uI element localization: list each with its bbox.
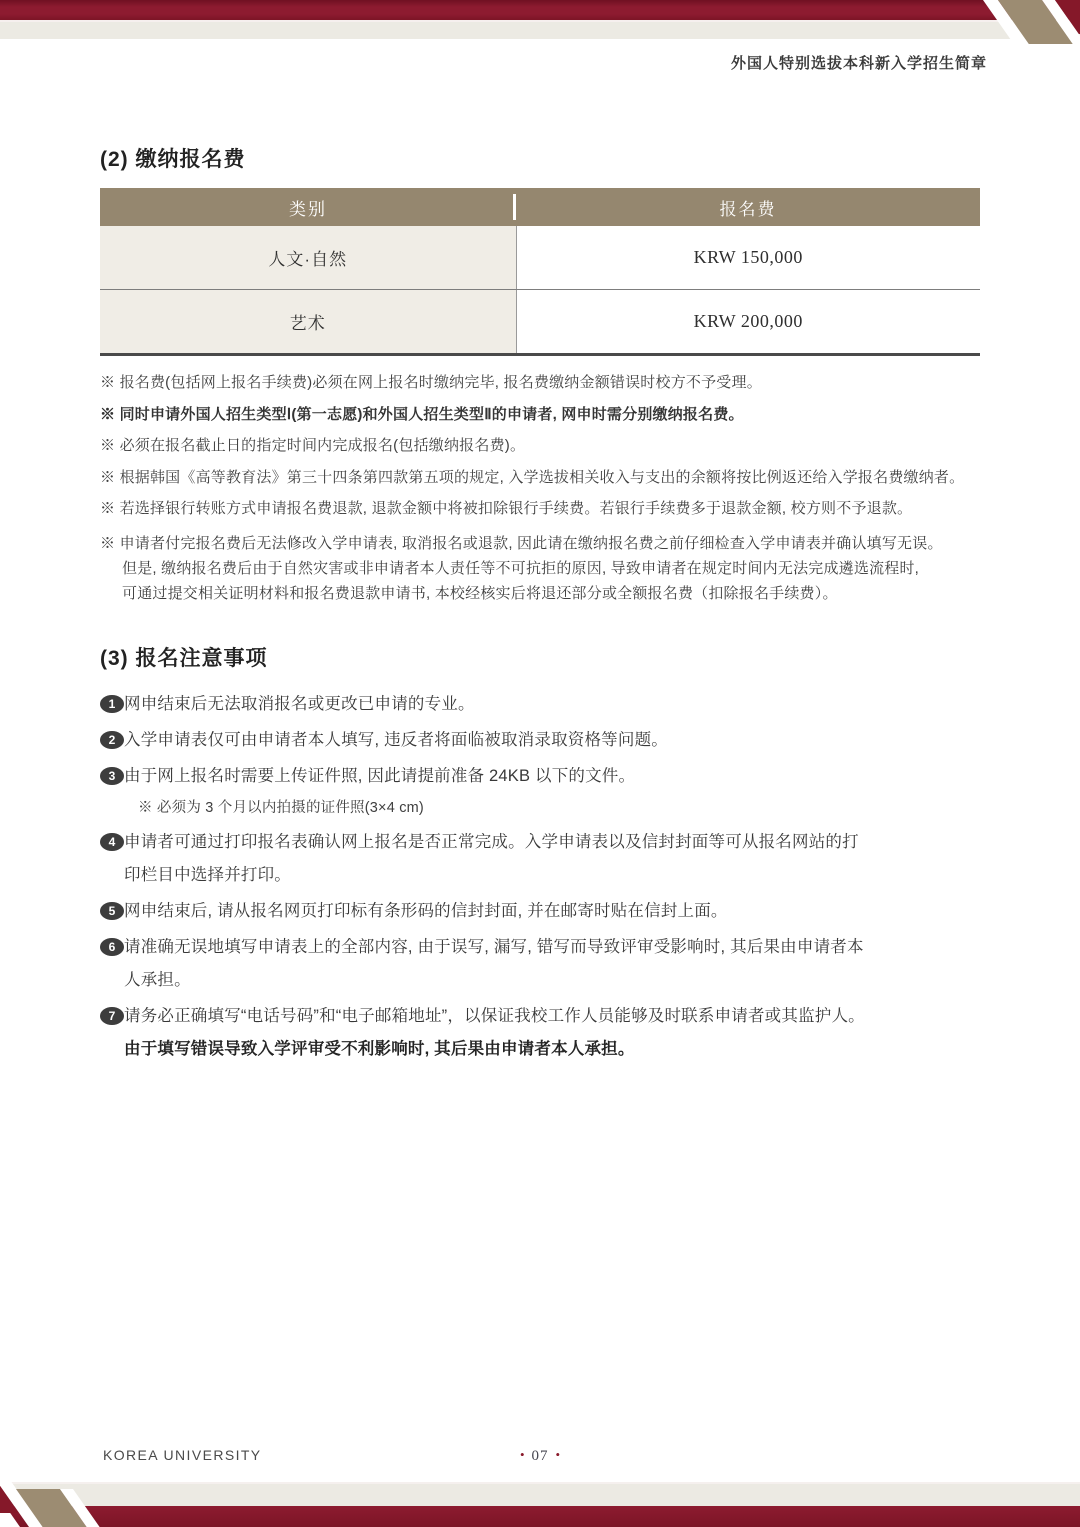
- list-item: 2 入学申请表仅可由申请者本人填写, 违反者将面临被取消录取资格等问题。: [100, 724, 980, 757]
- fee-table-header-category: 类别: [100, 188, 516, 226]
- footer-brand: KOREA UNIVERSITY: [103, 1447, 262, 1463]
- top-gray-band: [0, 22, 1080, 39]
- item-number-badge: 5: [100, 902, 124, 920]
- fee-note: ※ 根据韩国《高等教育法》第三十四条第四款第五项的规定, 入学选拔相关收入与支出的余额将按比例返还给入学报名费缴纳者。: [100, 468, 965, 486]
- fee-table-header-row: [100, 188, 980, 226]
- fee-notes: [100, 373, 980, 606]
- fee-cell: KRW 150,000: [516, 226, 980, 290]
- photo-requirement-note: ※ 必须为 3 个月以内拍摄的证件照(3×4 cm): [138, 799, 424, 816]
- notice-section-title: (3) 报名注意事项: [100, 646, 268, 670]
- main-content: [100, 143, 980, 1069]
- fee-note: ※ 同时申请外国人招生类型Ⅰ(第一志愿)和外国人招生类型Ⅱ的申请者, 网申时需分别缴纳报名费。: [100, 405, 744, 423]
- list-item: 6 请准确无误地填写申请表上的全部内容, 由于误写, 漏写, 错写而导致评审受影响时, 其后果由申请者本 人承担。: [100, 931, 980, 997]
- fee-cell: KRW 200,000: [516, 290, 980, 355]
- fee-table-header-fee: 报名费: [516, 188, 980, 226]
- category-cell: 艺术: [100, 290, 516, 355]
- top-maroon-band: [0, 0, 1080, 20]
- list-item: 4 申请者可通过打印报名表确认网上报名是否正常完成。入学申请表以及信封封面等可从报名网站的打 印栏目中选择并打印。: [100, 826, 980, 892]
- list-item: 5 网申结束后, 请从报名网页打印标有条形码的信封封面, 并在邮寄时贴在信封上面。: [100, 895, 980, 928]
- page-number-dot-right: •: [555, 1447, 561, 1462]
- category-cell: 人文·自然: [100, 226, 516, 290]
- fee-section-title: (2) 缴纳报名费: [100, 148, 246, 171]
- bottom-banner-decoration: [0, 1477, 1080, 1527]
- item-number-badge: 3: [100, 767, 124, 785]
- list-item: 1 网申结束后无法取消报名或更改已申请的专业。: [100, 688, 980, 721]
- page-number: • 07 •: [519, 1447, 561, 1464]
- notice-items: [100, 688, 980, 1066]
- bottom-gray-band: [0, 1484, 1080, 1506]
- item-number-badge: 2: [100, 731, 124, 749]
- item-number-badge: 7: [100, 1007, 124, 1025]
- header-tagline: 外国人特别选拔本科新入学招生简章: [730, 55, 987, 72]
- fee-note: ※ 报名费(包括网上报名手续费)必须在网上报名时缴纳完毕, 报名费缴纳金额错误时校方不予受理。: [100, 374, 762, 391]
- item-number-badge: 4: [100, 833, 124, 851]
- fee-note: ※ 申请者付完报名费后无法修改入学申请表, 取消报名或退款, 因此请在缴纳报名费之前仔细检查入学申请表并确认填写无误。 但是, 缴纳报名费后由于自然灾害或非申请者本人责任等不可抗拒的原因, 导致申请者在规定时间内无法完成遴选流程时, 可通过提交相关证明材料和报名费退款申请书, 本校经核实后将退还部分或全额报名费（扣除报名手续费）。: [100, 534, 943, 602]
- page-number-dot-left: •: [519, 1447, 525, 1462]
- item-number-badge: 6: [100, 938, 124, 956]
- bottom-maroon-band: [0, 1506, 1080, 1527]
- table-row: [100, 290, 980, 355]
- top-banner-decoration: [0, 0, 1080, 52]
- fee-note: ※ 若选择银行转账方式申请报名费退款, 退款金额中将被扣除银行手续费。若银行手续费多于退款金额, 校方则不予退款。: [100, 500, 913, 517]
- list-item: 7 请务必正确填写“电话号码”和“电子邮箱地址”，以保证我校工作人员能够及时联系申请者或其监护人。 由于填写错误导致入学评审受不利影响时, 其后果由申请者本人承担。: [100, 1000, 980, 1066]
- item-number-badge: 1: [100, 695, 124, 713]
- table-row: [100, 226, 980, 290]
- list-item: 3 由于网上报名时需要上传证件照, 因此请提前准备 24KB 以下的文件。 ※ 必须为 3 个月以内拍摄的证件照(3×4 cm): [100, 760, 980, 823]
- fee-note: ※ 必须在报名截止日的指定时间内完成报名(包括缴纳报名费)。: [100, 437, 526, 454]
- fee-table: [100, 188, 980, 356]
